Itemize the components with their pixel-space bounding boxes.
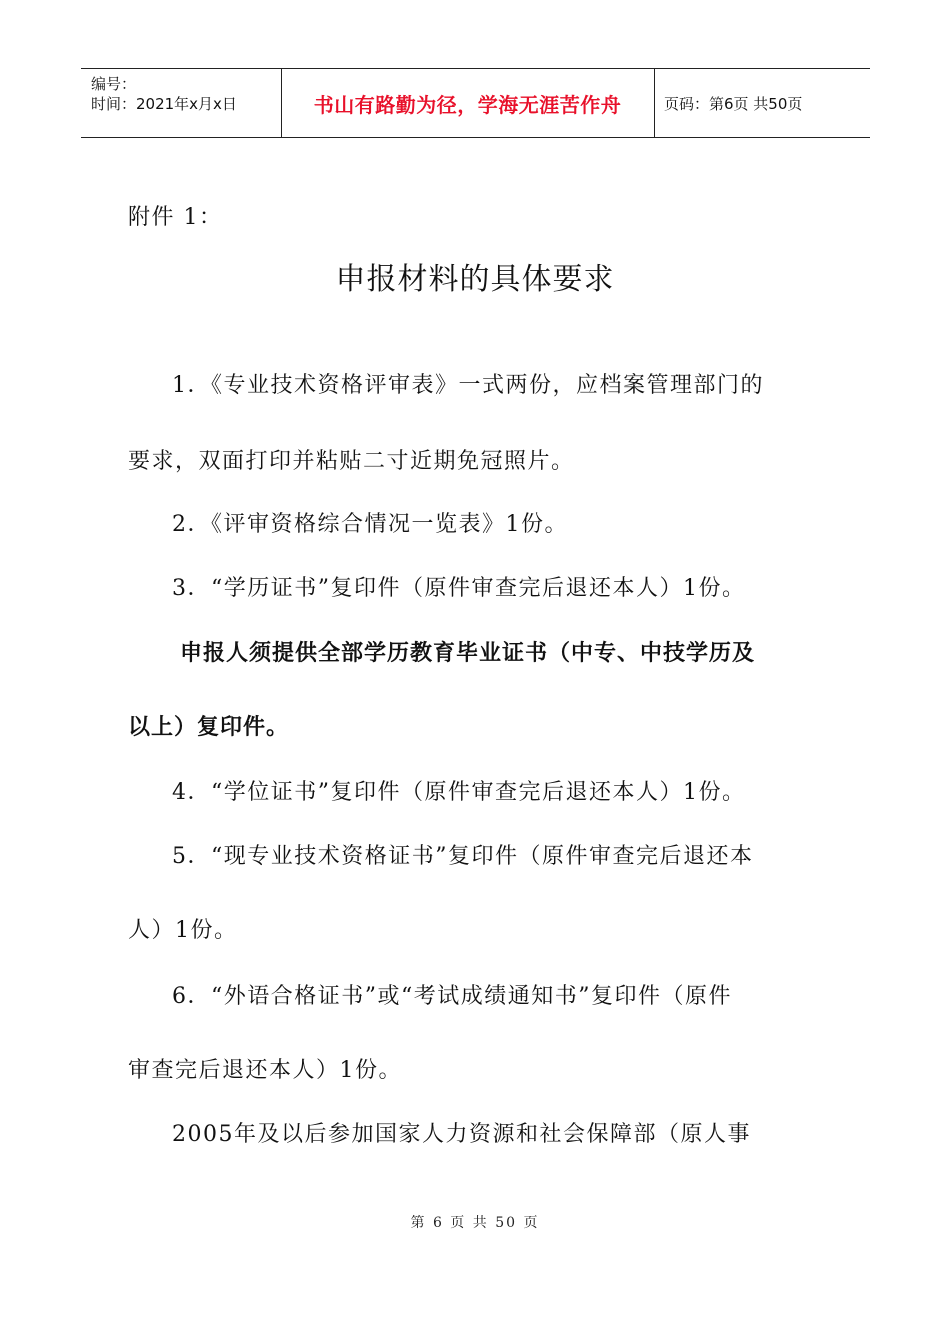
document-number-label: 编号： bbox=[91, 75, 137, 93]
document-title: 申报材料的具体要求 bbox=[335, 262, 615, 297]
paragraph-line: 4．“学位证书”复印件（原件审查完后退还本人）1份。 bbox=[172, 780, 746, 805]
paragraph-line: 3．“学历证书”复印件（原件审查完后退还本人）1份。 bbox=[172, 576, 746, 601]
paragraph-line: 1．《专业技术资格评审表》一式两份，应档案管理部门的 bbox=[172, 373, 764, 398]
header-meta-cell bbox=[81, 69, 282, 137]
paragraph-line: 2005年及以后参加国家人力资源和社会保障部（原人事 bbox=[172, 1122, 751, 1147]
paragraph-line: 6．“外语合格证书”或“考试成绩通知书”复印件（原件 bbox=[172, 984, 732, 1009]
page-header bbox=[81, 68, 870, 138]
paragraph-line: 人）1份。 bbox=[128, 918, 238, 943]
paragraph-line: 5．“现专业技术资格证书”复印件（原件审查完后退还本 bbox=[172, 844, 754, 869]
document-date-label: 时间：2021年x月x日 bbox=[91, 95, 237, 113]
paragraph-line: 2．《评审资格综合情况一览表》1份。 bbox=[172, 512, 568, 537]
paragraph-line: 审查完后退还本人）1份。 bbox=[128, 1058, 402, 1083]
header-motto: 书山有路勤为径，学海无涯苦作舟 bbox=[313, 92, 622, 117]
paragraph-line-bold: 以上）复印件。 bbox=[128, 715, 290, 740]
paragraph-line: 要求，双面打印并粘贴二寸近期免冠照片。 bbox=[128, 449, 575, 474]
attachment-label: 附件 1： bbox=[128, 205, 223, 230]
header-page-cell bbox=[654, 69, 870, 137]
header-page-code: 页码：第6页 共50页 bbox=[664, 94, 803, 113]
page-footer: 第 6 页 共 50 页 bbox=[410, 1215, 540, 1231]
header-motto-cell bbox=[281, 69, 655, 137]
paragraph-line-bold: 申报人须提供全部学历教育毕业证书（中专、中技学历及 bbox=[180, 641, 756, 666]
